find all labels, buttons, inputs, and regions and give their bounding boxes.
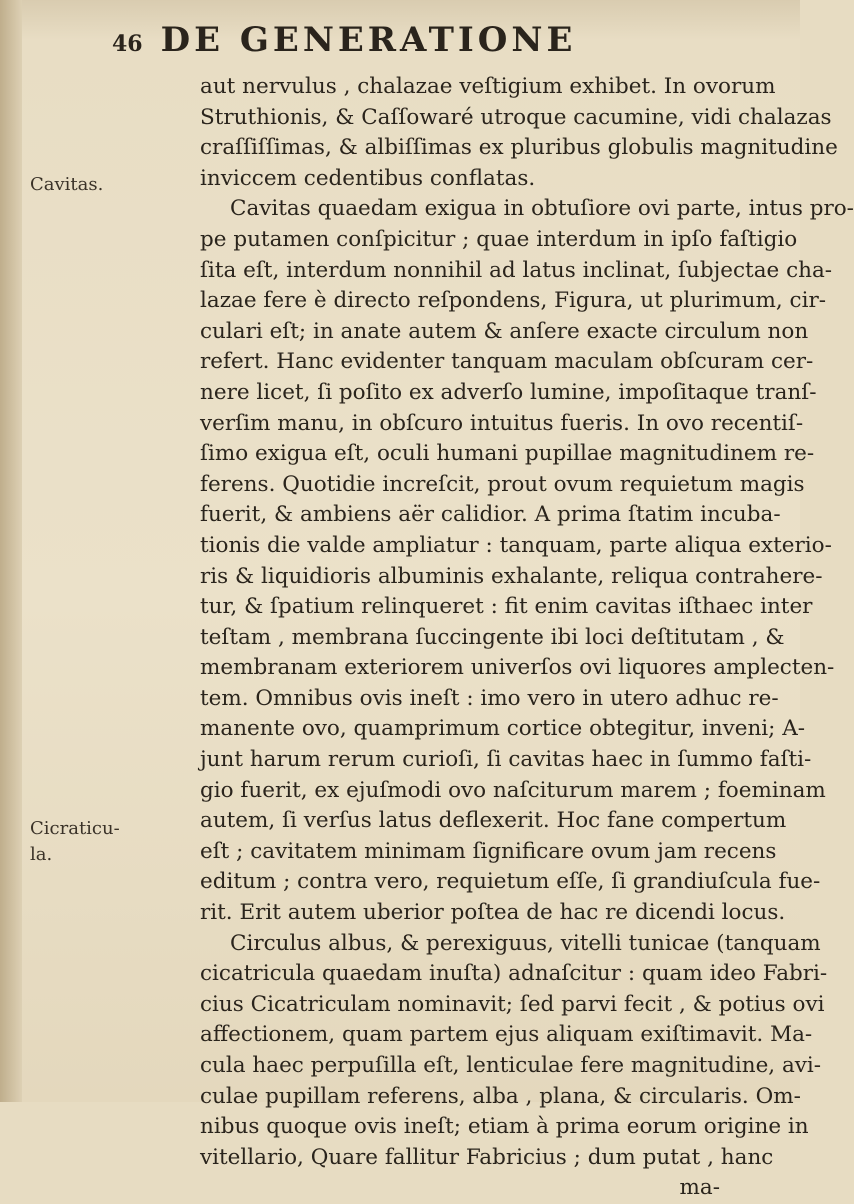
body-text <box>200 72 854 1204</box>
text-line: Circulus albus, & perexiguus, vitelli tunicae (tanquam <box>230 930 821 956</box>
text-line: nibus quoque ovis ineſt; etiam à prima eorum origine in <box>200 1114 809 1140</box>
text-line: ma- <box>679 1175 720 1201</box>
page-gutter <box>0 0 22 1102</box>
running-header <box>112 20 732 60</box>
text-line: editum ; contra vero, requietum eſſe, ſi grandiuſcula fue- <box>200 869 821 895</box>
text-line: cula haec perpuſilla eſt, lenticulae fere magnitudine, avi- <box>200 1053 822 1078</box>
text-line: tionis die valde ampliatur : tanquam, parte aliqua exterio- <box>200 532 832 558</box>
text-line: refert. Hanc evidenter tanquam maculam obſcuram cer- <box>200 349 814 375</box>
text-line: ferens. Quotidie increſcit, prout ovum requietum magis <box>200 471 805 497</box>
page-number: 46 <box>112 31 143 57</box>
text-line: affectionem, quam partem ejus aliquam exiſtimavit. Ma- <box>200 1022 813 1048</box>
text-line: ſita eſt, interdum nonnihil ad latus inclinat, ſubjectae cha- <box>200 257 833 283</box>
text-line: vitellario, Quare fallitur Fabricius ; dum putat , hanc <box>200 1144 774 1170</box>
text-line: nere licet, ſi poſito ex adverſo lumine, impoſitaque tranſ- <box>200 379 817 405</box>
text-line: eſt ; cavitatem minimam ſignificare ovum jam recens <box>200 838 777 864</box>
margin-note-cavitas: Cavitas. <box>30 174 104 195</box>
text-line: manente ovo, quamprimum cortice obtegitur, inveni; A- <box>200 716 806 742</box>
text-line: lazae fere è directo reſpondens, Figura, ut plurimum, cir- <box>200 288 826 314</box>
text-line: verſim manu, in obſcuro intuitus fueris. In ovo recentiſ- <box>200 410 804 436</box>
text-line: rit. Erit autem uberior poſtea de hac re dicendi locus. <box>200 900 786 926</box>
text-line: autem, ſi verſus latus deflexerit. Hoc fane compertum <box>200 808 787 834</box>
margin-note-cicatricula <box>30 816 190 868</box>
text-line: ſimo exigua eſt, oculi humani pupillae magnitudinem re- <box>200 441 815 467</box>
text-line: teſtam , membrana ſuccingente ibi loci deſtitutam , & <box>200 624 785 650</box>
text-line: craſſiſſimas, & albiſſimas ex pluribus globulis magnitudine <box>200 135 838 161</box>
text-line: aut nervulus , chalazae veſtigium exhibet. In ovorum <box>200 74 776 99</box>
text-line: ris & liquidioris albuminis exhalante, reliqua contrahere- <box>200 563 823 589</box>
text-line: tem. Omnibus ovis ineſt : imo vero in utero adhuc re- <box>200 685 779 711</box>
text-line: cicatricula quaedam inuſta) adnaſcitur : quam ideo Fabri- <box>200 961 828 987</box>
text-line: pe putamen conſpicitur ; quae interdum in ipſo faſtigio <box>200 226 798 252</box>
text-line: inviccem cedentibus conflatas. <box>200 165 536 191</box>
margin-note-cicatricula-line-2: la. <box>30 844 53 865</box>
margin-note-cicatricula-line-1: Cicraticu- <box>30 818 120 839</box>
text-line: gio fuerit, ex ejuſmodi ovo naſciturum marem ; foeminam <box>200 777 826 803</box>
text-line: Cavitas quaedam exigua in obtuſiore ovi parte, intus pro- <box>230 196 854 222</box>
text-line: culari eſt; in anate autem & anſere exacte circulum non <box>200 318 809 344</box>
text-line: Struthionis, & Caſſowaré utroque cacumine, vidi chalazas <box>200 104 832 130</box>
text-line: fuerit, & ambiens aër calidior. A prima ſtatim incuba- <box>200 502 781 528</box>
text-line: membranam exteriorem univerſos ovi liquores amplecten- <box>200 655 835 681</box>
text-line: cius Cicatriculam nominavit; ſed parvi fecit , & potius ovi <box>200 991 825 1017</box>
text-line: junt harum rerum curioſi, ſi cavitas haec in ſummo faſti- <box>200 747 812 773</box>
running-title: DE GENERATIONE <box>160 20 577 60</box>
text-line: tur, & ſpatium relinqueret : fit enim cavitas iſthaec inter <box>200 594 813 620</box>
text-line: culae pupillam referens, alba , plana, & circularis. Om- <box>200 1083 801 1109</box>
